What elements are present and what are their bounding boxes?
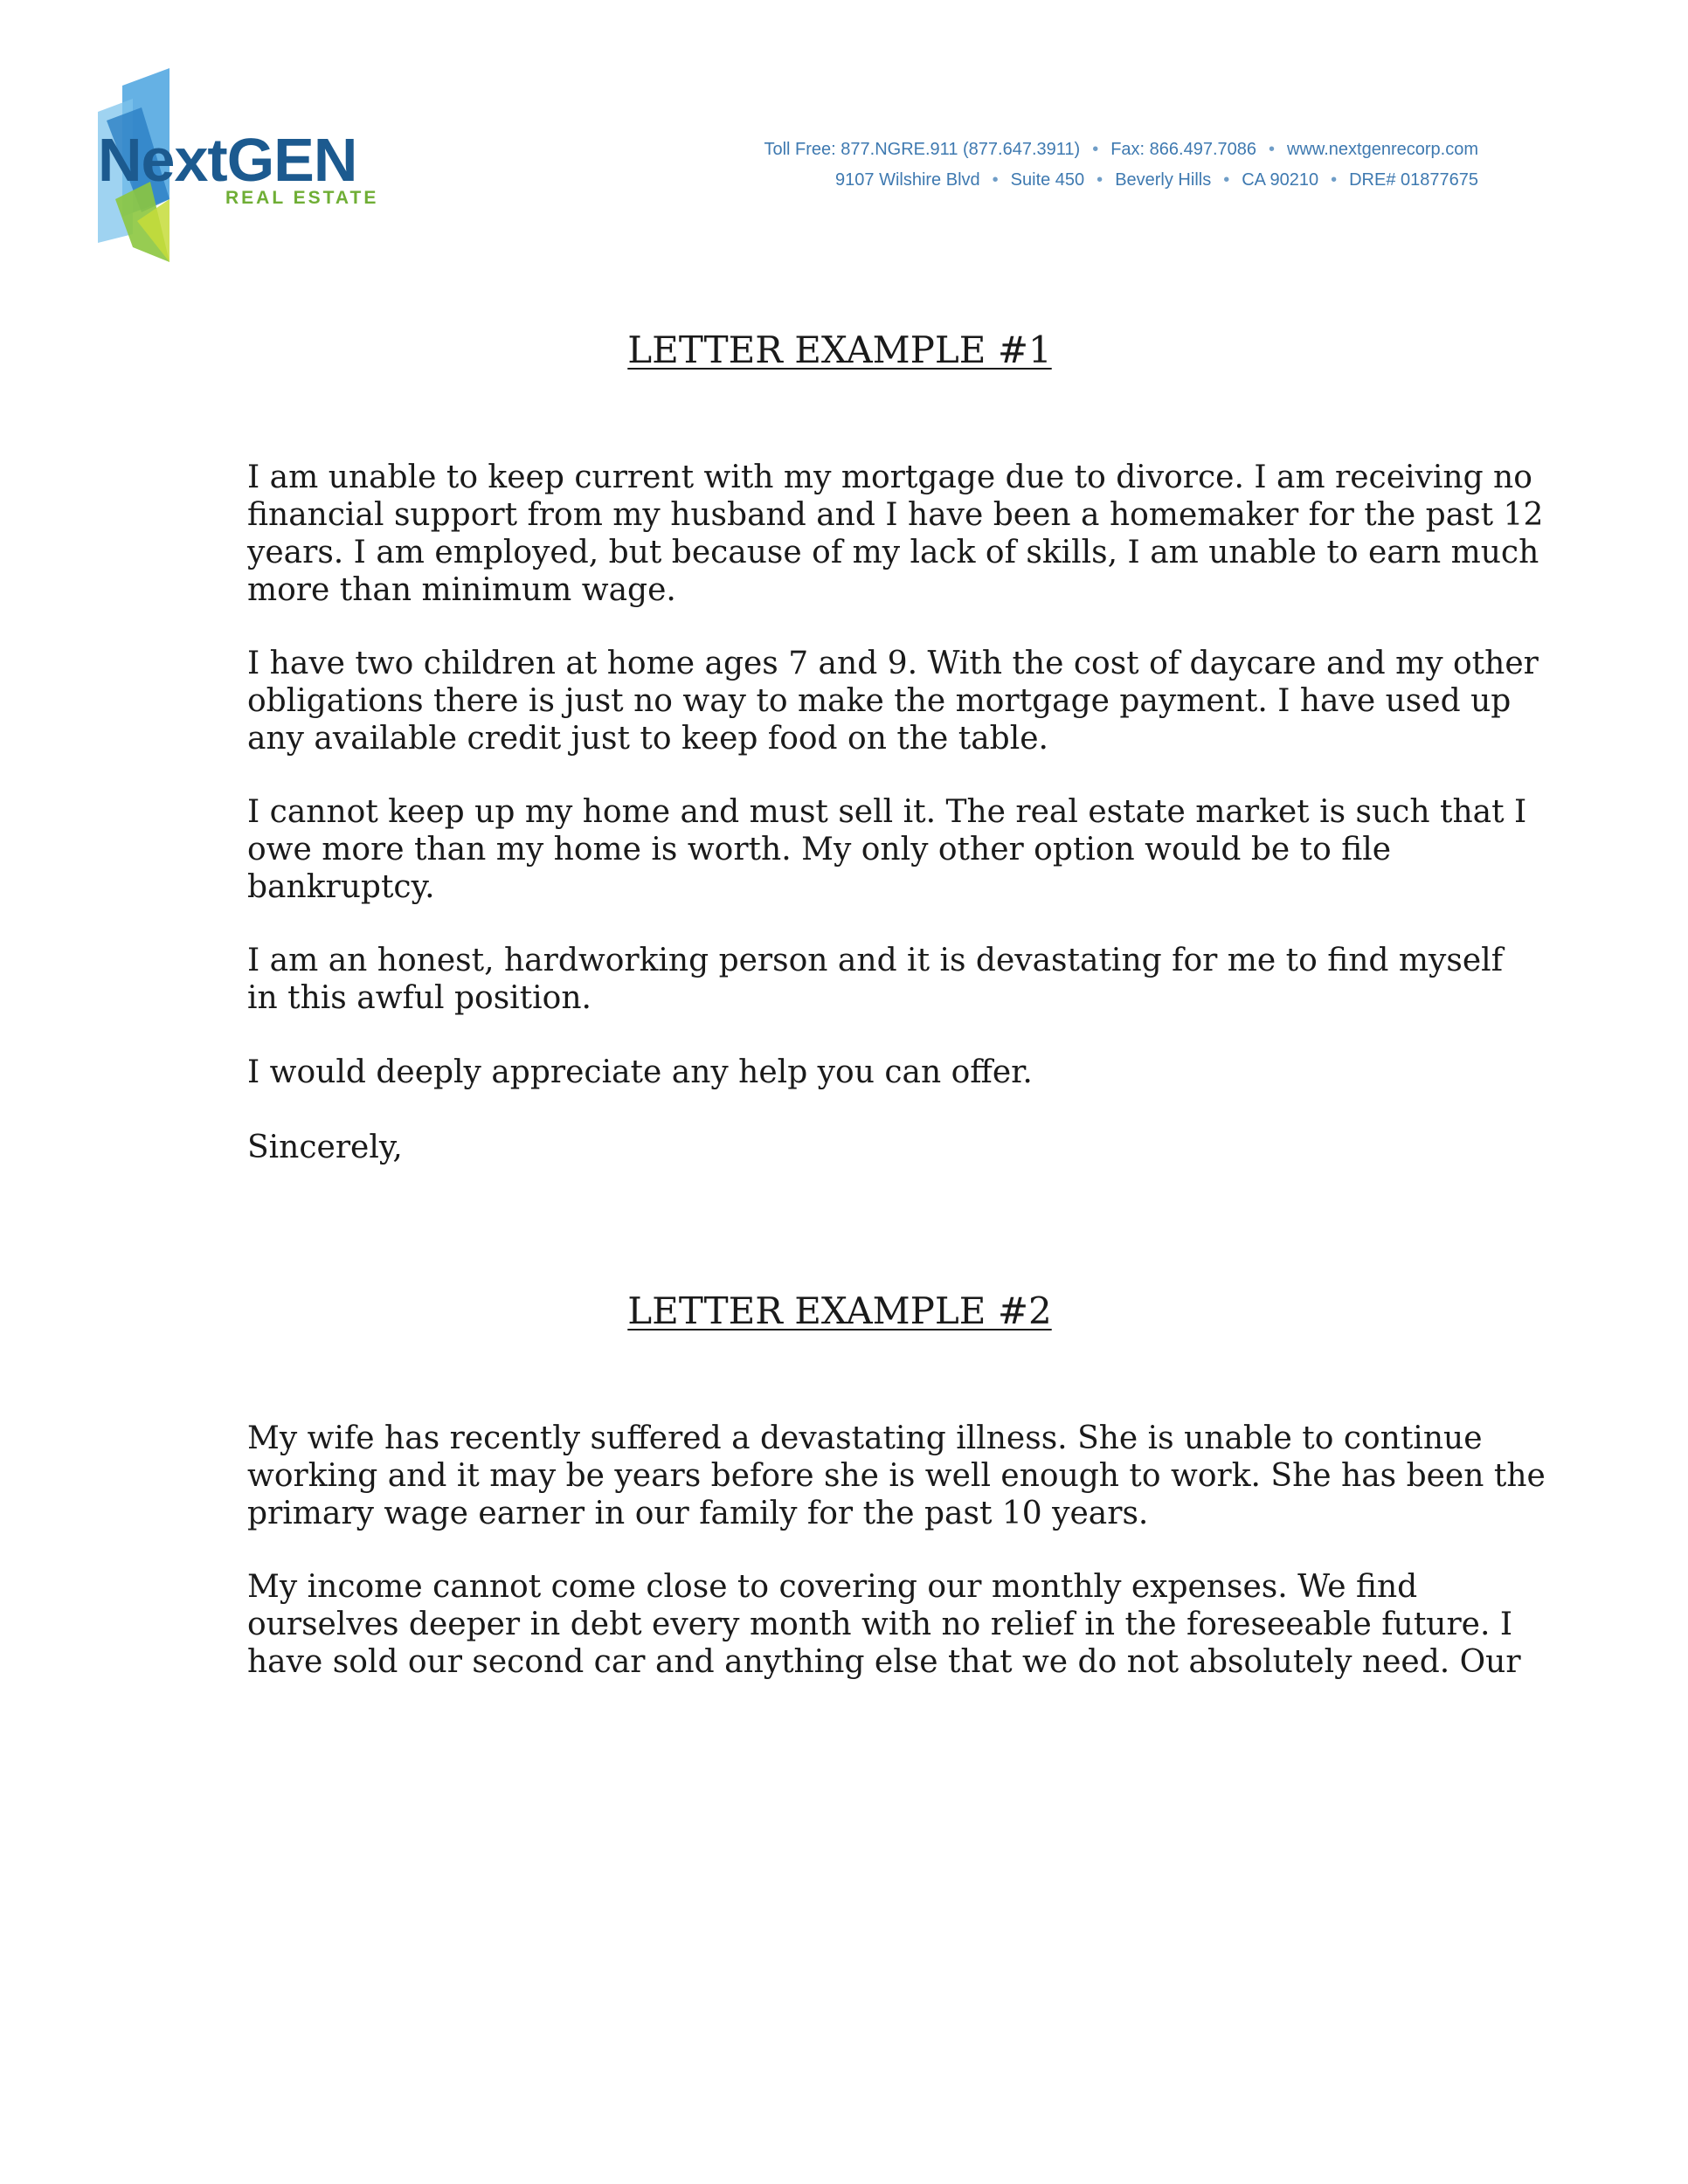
separator: • [1331,170,1338,190]
separator: • [1269,140,1276,159]
fax: Fax: 866.497.7086 [1110,140,1256,159]
separator: • [1097,170,1103,190]
letter-1-paragraph-4: I am an honest, hardworking person and it is devastating for me to find myself in this awful position. [247,943,1504,1016]
state-zip: CA 90210 [1242,170,1319,190]
separator: • [1092,140,1099,159]
license-number: DRE# 01877675 [1349,170,1478,190]
letter-1-paragraph-3: I cannot keep up my home and must sell it. The real estate market is such that I owe more than my home is worth. My only other option would be to file bankruptcy. [247,794,1527,905]
brand-name: NextGEN [98,126,357,194]
letter-2-paragraph-2: My income cannot come close to covering our monthly expenses. We find ourselves deeper in debt every month with no relief in the foreseeable future. I have sold our second car and anything else that we do not absolutely need. Our [247,1569,1521,1680]
contact-line-2 [764,165,1478,196]
separator: • [992,170,999,190]
letter-1-paragraph-1: I am unable to keep current with my mortgage due to divorce. I am receiving no financial support from my husband and I have been a homemaker for the past 12 years. I am employed, but because of my lack of skills, I am unable to earn much more than minimum wage. [247,460,1544,608]
suite: Suite 450 [1010,170,1085,190]
letter-2-paragraph-1: My wife has recently suffered a devastating illness. She is unable to continue working and it may be years before she is well enough to work. She has been the primary wage earner in our family for the past 10 years. [247,1420,1546,1531]
letter-2-title: LETTER EXAMPLE #2 [627,1289,1052,1332]
contact-block [764,135,1478,196]
city: Beverly Hills [1115,170,1212,190]
brand-subtitle: REAL ESTATE [225,188,379,208]
toll-free: Toll Free: 877.NGRE.911 (877.647.3911) [764,140,1081,159]
contact-line-1 [764,135,1478,165]
street-address: 9107 Wilshire Blvd [835,170,980,190]
letter-1-closing: Sincerely, [247,1130,403,1165]
letter-1-paragraph-2: I have two children at home ages 7 and 9. With the cost of daycare and my other obligations there is just no way to make the mortgage payment. I have used up any available credit just to keep food on the table. [247,646,1539,757]
letter-1-title: LETTER EXAMPLE #1 [627,328,1052,371]
letter-1-paragraph-5: I would deeply appreciate any help you can offer. [247,1054,1033,1090]
separator: • [1223,170,1230,190]
website: www.nextgenrecorp.com [1287,140,1478,159]
